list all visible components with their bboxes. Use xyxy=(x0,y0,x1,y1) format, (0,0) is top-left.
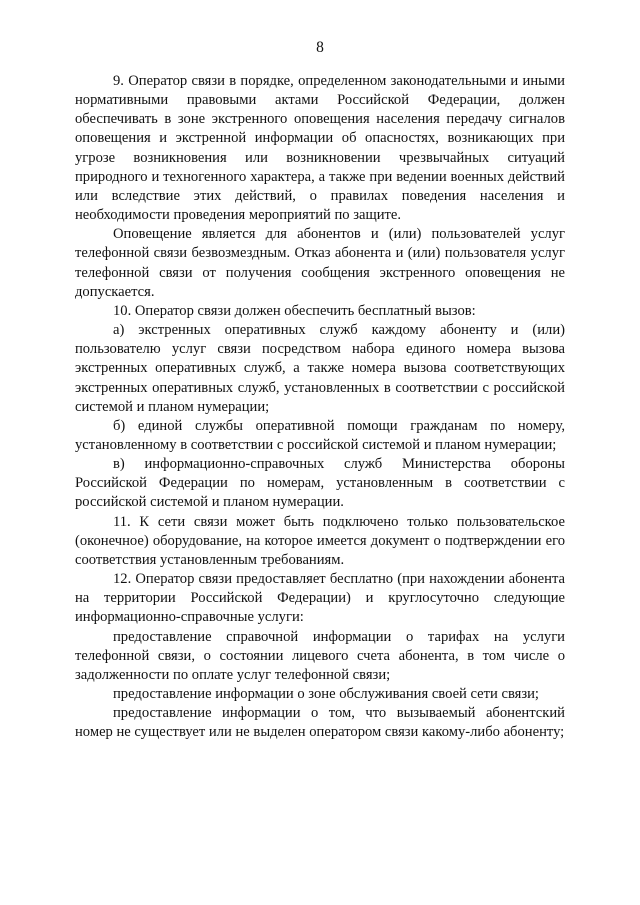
paragraph-10a-emergency-services: а) экстренных оперативных служб каждому абоненту и (или) пользователю услуг связи посредством набора единого номера вызова экстренных оперативных служб, а также номера вызова соответствующих экстренных оперативных служб, установленных в соответствии с российской системой и планом нумерации; xyxy=(75,322,565,415)
paragraph-9-operator-obligations: 9. Оператор связи в порядке, определенном законодательными и иными нормативными правовыми актами Российской Федерации, должен обеспечивать в зоне экстренного оповещения населения передачу сигналов оповещения и экстренной информации об опасностях, возникающих при угрозе возникновения или возникновении чрезвычайных ситуаций природного и техногенного характера, а также при ведении военных действий или вследствие этих действий, о правилах поведения населения и необходимости проведения мероприятий по защите. xyxy=(75,73,565,224)
paragraph-12-info-services: 12. Оператор связи предоставляет бесплатно (при нахождении абонента на территории Российской Федерации) и круглосуточно следующие информационно-справочные услуги: xyxy=(75,571,565,626)
paragraph-10-free-calls: 10. Оператор связи должен обеспечить бесплатный вызов: xyxy=(113,302,476,319)
paragraph-11-equipment: 11. К сети связи может быть подключено только пользовательское (оконечное) оборудование, на которое имеется документ о подтверждении его соответствия установленным требованиям. xyxy=(75,513,565,568)
paragraph-service-zone-info: предоставление информации о зоне обслуживания своей сети связи; xyxy=(113,686,539,702)
paragraph-10b-assistance-service: б) единой службы оперативной помощи гражданам по номеру, установленному в соответствии с российской системой и планом нумерации; xyxy=(75,417,565,453)
paragraph-10c-defense-ministry: в) информационно-справочных служб Министерства обороны Российской Федерации по номерам, установленным в соответствии с российской системой и планом нумерации. xyxy=(75,456,565,511)
page-number: 8 xyxy=(316,39,324,56)
document-body xyxy=(75,72,565,742)
paragraph-number-not-exist: предоставление информации о том, что вызываемый абонентский номер не существует или не выделен оператором связи какому-либо абоненту; xyxy=(75,705,565,741)
paragraph-notification-free: Оповещение является для абонентов и (или) пользователей услуг телефонной связи безвозмездным. Отказ абонента и (или) пользователя услуг телефонной связи от получения сообщения экстренного оповещения не допускается. xyxy=(75,226,565,300)
paragraph-tariff-info: предоставление справочной информации о тарифах на услуги телефонной связи, о состоянии лицевого счета абонента, в том числе о задолженности по оплате услуг телефонной связи; xyxy=(75,628,565,683)
